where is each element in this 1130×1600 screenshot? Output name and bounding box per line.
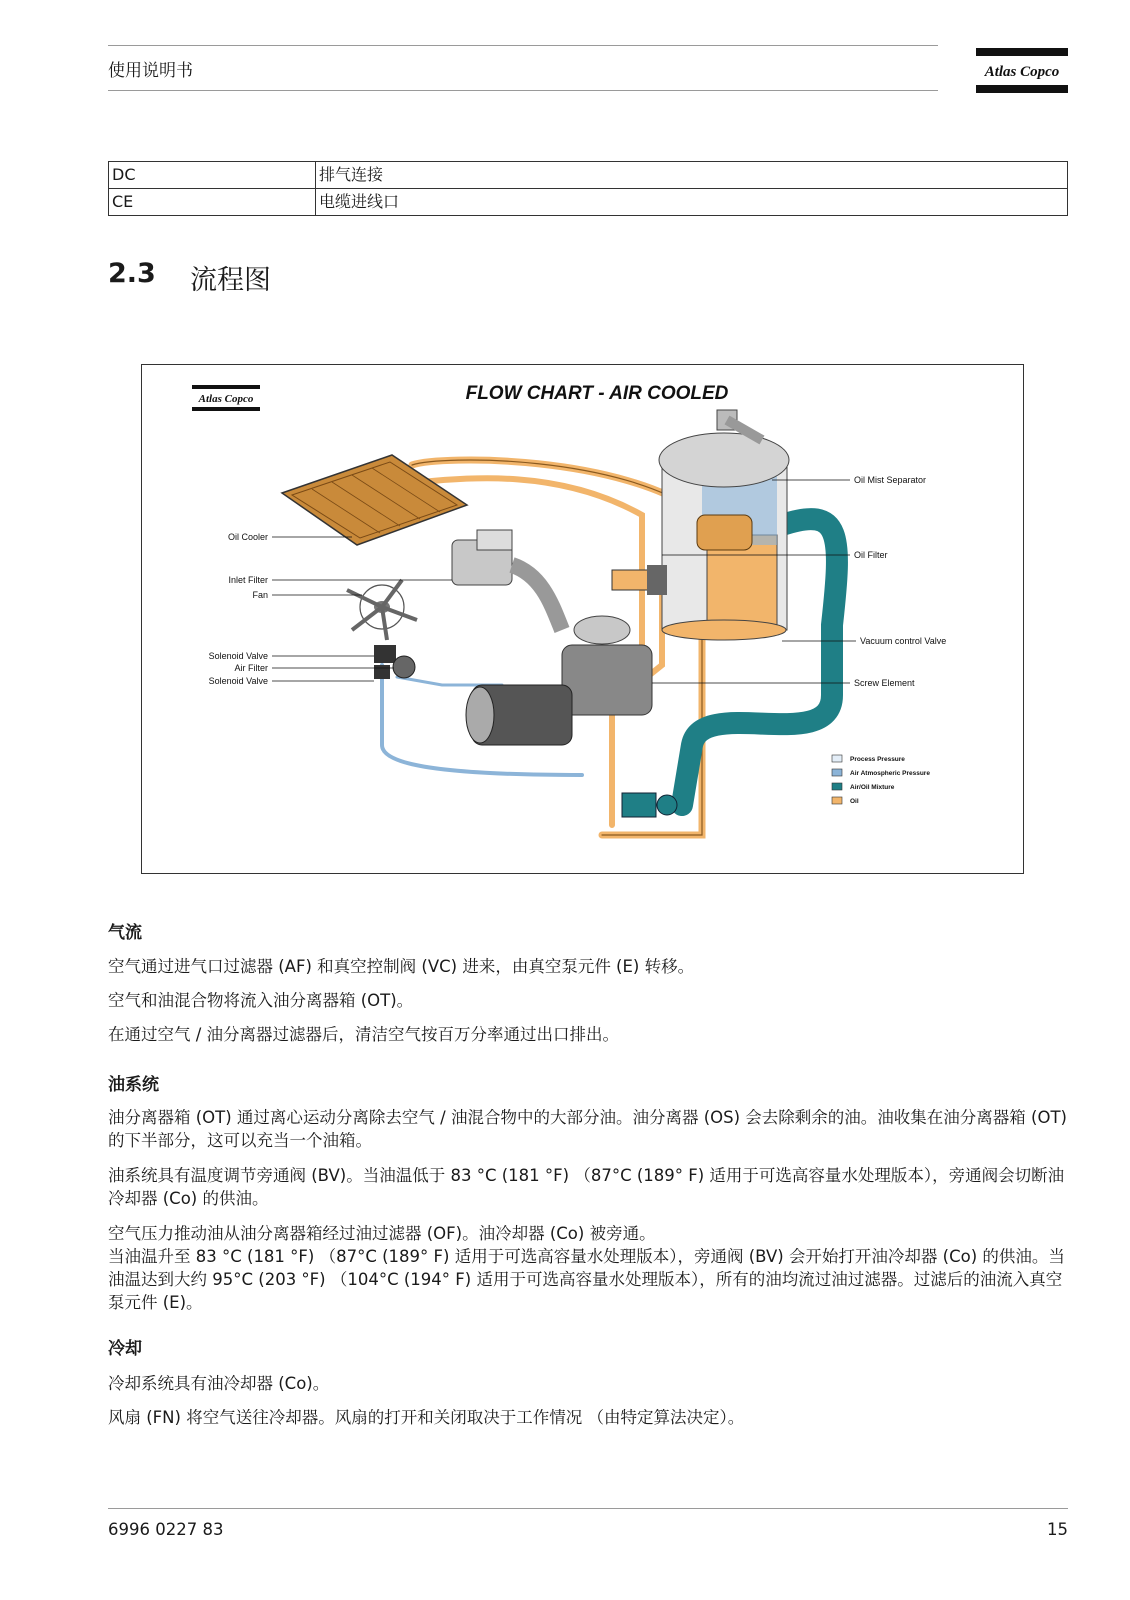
legend-swatch	[832, 783, 842, 790]
motor	[466, 685, 572, 745]
legend-swatch	[832, 797, 842, 804]
code-cell: DC	[109, 162, 316, 189]
cooling-heading: 冷却	[108, 1339, 142, 1359]
callout-air-filter: Air Filter	[234, 663, 268, 673]
callout-screw-element: Screw Element	[854, 678, 915, 688]
oil-system-paragraph: 空气压力推动油从油分离器箱经过油过滤器 (OF)。油冷却器 (Co) 被旁通。	[108, 1224, 656, 1243]
table-row	[109, 162, 1068, 189]
section-title: 流程图	[190, 265, 271, 296]
callout-oil-filter: Oil Filter	[854, 550, 888, 560]
airflow-heading: 气流	[108, 923, 142, 943]
desc-cell: 电缆进线口	[316, 189, 1068, 216]
oil-filter	[612, 565, 667, 595]
svg-text:Atlas Copco: Atlas Copco	[198, 393, 254, 405]
callout-oil-mist-separator: Oil Mist Separator	[854, 475, 927, 485]
section-number: 2.3	[108, 258, 156, 289]
solenoid-valves	[374, 645, 415, 679]
flow-chart-figure	[141, 364, 1024, 874]
header-title: 使用说明书	[108, 61, 193, 81]
legend-swatch	[832, 755, 842, 762]
airflow-paragraph: 空气通过进气口过滤器 (AF) 和真空控制阀 (VC) 进来，由真空泵元件 (E) 转移。	[108, 957, 695, 976]
legend	[832, 755, 930, 805]
airflow-paragraph: 空气和油混合物将流入油分离器箱 (OT)。	[108, 991, 414, 1010]
code-cell: CE	[109, 189, 316, 216]
callout-fan: Fan	[252, 590, 268, 600]
legend-label: Oil	[850, 798, 859, 805]
figure-logo	[192, 385, 260, 411]
page-number: 15	[1047, 1520, 1068, 1539]
header-top-rule	[108, 45, 938, 46]
legend-label: Air/Oil Mixture	[850, 784, 895, 791]
fan	[347, 580, 417, 640]
atlas-copco-logo	[976, 48, 1068, 93]
oil-system-paragraph: 油分离器箱 (OT) 通过离心运动分离除去空气 / 油混合物中的大部分油。油分离器 (OS) 会去除剩余的油。油收集在油分离器箱 (OT) 的下半部分，这可以充当一个油箱。	[108, 1108, 1067, 1150]
oil-system-heading: 油系统	[108, 1075, 159, 1095]
doc-number: 6996 0227 83	[108, 1520, 224, 1539]
callout-vacuum-control-valve: Vacuum control Valve	[860, 636, 947, 646]
callout-solenoid-valve-1: Solenoid Valve	[208, 651, 268, 661]
logo-text: Atlas Copco	[984, 64, 1060, 80]
oil-separator-tank	[659, 410, 789, 640]
footer-rule	[108, 1508, 1068, 1509]
oil-system-paragraph: 油系统具有温度调节旁通阀 (BV)。当油温低于 83 °C (181 °F) （87°C (189° F) 适用于可选高容量水处理版本），旁通阀会切断油冷却器 (Co) 的供油。	[108, 1166, 1065, 1208]
vacuum-control-valve	[622, 793, 677, 817]
callout-oil-cooler: Oil Cooler	[227, 532, 268, 542]
figure-title: FLOW CHART - AIR COOLED	[465, 383, 729, 404]
oil-cooler	[282, 455, 467, 545]
inlet-filter	[452, 530, 562, 630]
callout-solenoid-valve-2: Solenoid Valve	[208, 676, 268, 686]
legend-label: Process Pressure	[850, 756, 905, 763]
oil-system-paragraph: 当油温升至 83 °C (181 °F) （87°C (189° F) 适用于可选高容量水处理版本），旁通阀 (BV) 会开始打开油冷却器 (Co) 的供油。当油温达到大约 95°C (203 °F) （104°C (194° F) 适用于可选高容量水处理版本），所有的油均流过油过滤器。过滤后的油流入真空泵元件 (E)。	[108, 1247, 1065, 1312]
airflow-paragraph: 在通过空气 / 油分离器过滤器后，清洁空气按百万分率通过出口排出。	[108, 1025, 620, 1044]
header-bottom-rule	[108, 90, 938, 91]
table-row	[109, 189, 1068, 216]
legend-label: Air Atmospheric Pressure	[850, 770, 930, 777]
desc-cell: 排气连接	[316, 162, 1068, 189]
cooling-paragraph: 风扇 (FN) 将空气送往冷却器。风扇的打开和关闭取决于工作情况 （由特定算法决定）。	[108, 1408, 745, 1427]
screw-element	[562, 616, 652, 715]
left-callouts	[209, 532, 452, 686]
callout-inlet-filter: Inlet Filter	[228, 575, 268, 585]
codes-table	[108, 161, 1068, 216]
flow-chart-diagram	[142, 365, 1023, 873]
cooling-paragraph: 冷却系统具有油冷却器 (Co)。	[108, 1374, 330, 1393]
legend-swatch	[832, 769, 842, 776]
